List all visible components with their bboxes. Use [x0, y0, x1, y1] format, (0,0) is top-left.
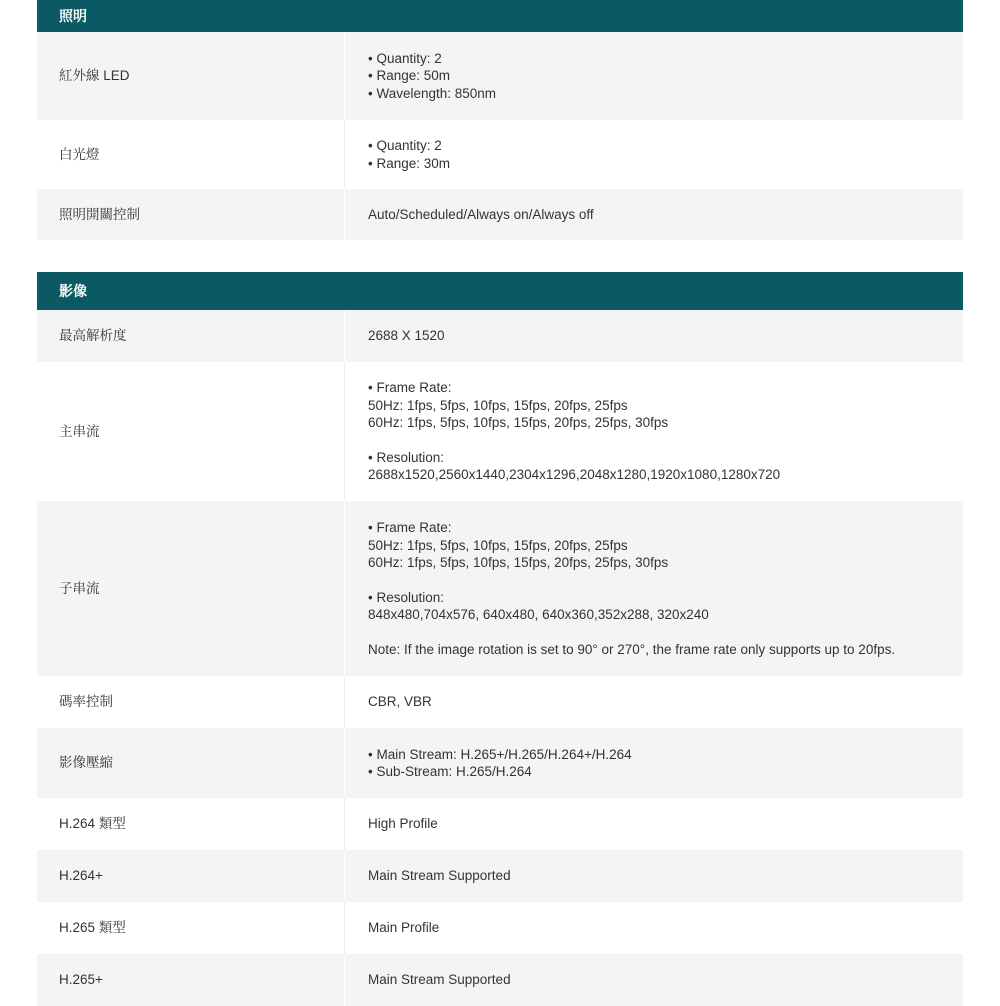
spec-value-line: 50Hz: 1fps, 5fps, 10fps, 15fps, 20fps, 25fps — [368, 537, 628, 553]
spec-value — [345, 676, 963, 728]
spec-table — [37, 0, 963, 1006]
spec-value-line: Auto/Scheduled/Always on/Always off — [368, 206, 594, 222]
table-row — [37, 120, 963, 189]
spec-value-line: 2688x1520,2560x1440,2304x1296,2048x1280,1920x1080,1280x720 — [368, 467, 781, 483]
spec-value-line: 60Hz: 1fps, 5fps, 10fps, 15fps, 20fps, 25fps, 30fps — [368, 555, 669, 570]
section-title: 影像 — [59, 283, 87, 299]
spec-value-line: 50Hz: 1fps, 5fps, 10fps, 15fps, 20fps, 25fps — [368, 397, 628, 413]
spec-value — [345, 954, 963, 1006]
spec-value-line: High Profile — [368, 816, 438, 832]
table-row — [37, 954, 963, 1006]
table-row — [37, 798, 963, 850]
spec-value — [345, 362, 963, 501]
spec-value-line: Main Stream Supported — [368, 972, 511, 988]
spec-label: 子串流 — [37, 501, 345, 676]
spec-label: H.265 類型 — [37, 902, 345, 954]
spec-value — [345, 310, 963, 362]
section-header-lighting — [37, 0, 963, 32]
table-row — [37, 362, 963, 501]
spec-value-line: • Frame Rate: — [368, 380, 452, 396]
spec-value-note: Note: If the image rotation is set to 90° or 270°, the frame rate only supports up to 20fps. — [368, 641, 896, 657]
spec-value-line: • Resolution: — [368, 589, 445, 605]
spec-value — [345, 902, 963, 954]
spec-label: H.265+ — [37, 954, 345, 1006]
table-row — [37, 32, 963, 120]
spec-label: 碼率控制 — [37, 676, 345, 728]
spec-value — [345, 850, 963, 902]
spec-value-line: 60Hz: 1fps, 5fps, 10fps, 15fps, 20fps, 25fps, 30fps — [368, 415, 669, 431]
spec-label: 白光燈 — [37, 120, 345, 189]
section-title: 照明 — [59, 8, 87, 24]
spec-label: H.264+ — [37, 850, 345, 902]
spec-value — [345, 798, 963, 850]
spec-label: 最高解析度 — [37, 310, 345, 362]
spec-value-spacer — [368, 432, 963, 449]
spec-value — [345, 728, 963, 798]
spec-label: 主串流 — [37, 362, 345, 501]
spec-value-line: Main Stream Supported — [368, 868, 511, 884]
spec-value-line: • Resolution: — [368, 449, 445, 465]
spec-value-line: CBR, VBR — [368, 694, 432, 710]
spec-value — [345, 120, 963, 189]
spec-value-line: 2688 X 1520 — [368, 328, 445, 344]
table-row — [37, 676, 963, 728]
spec-value-line: • Quantity: 2 — [368, 50, 442, 66]
table-row — [37, 501, 963, 676]
spec-label: 紅外線 LED — [37, 32, 345, 120]
spec-value — [345, 501, 963, 676]
table-row — [37, 189, 963, 240]
spec-value-line: • Frame Rate: — [368, 520, 452, 535]
spec-value-line: • Quantity: 2 — [368, 138, 442, 153]
spec-value-line: 848x480,704x576, 640x480, 640x360,352x288, 320x240 — [368, 607, 709, 622]
spec-label: H.264 類型 — [37, 798, 345, 850]
spec-value-line: • Range: 30m — [368, 155, 451, 171]
spec-value-line: Main Profile — [368, 920, 440, 936]
spec-label: 照明開關控制 — [37, 189, 345, 240]
spec-value-spacer — [368, 624, 963, 641]
spec-value-line: • Wavelength: 850nm — [368, 85, 497, 101]
spec-value — [345, 189, 963, 240]
table-row — [37, 728, 963, 798]
spec-value — [345, 32, 963, 120]
spec-label: 影像壓縮 — [37, 728, 345, 798]
table-row — [37, 902, 963, 954]
table-row — [37, 850, 963, 902]
section-header-video — [37, 272, 963, 310]
table-row — [37, 310, 963, 362]
spec-value-line: • Main Stream: H.265+/H.265/H.264+/H.264 — [368, 746, 632, 762]
spec-value-line: • Range: 50m — [368, 68, 451, 84]
spec-value-spacer — [368, 572, 963, 589]
section-spacer — [37, 240, 963, 272]
spec-value-line: • Sub-Stream: H.265/H.264 — [368, 764, 532, 779]
